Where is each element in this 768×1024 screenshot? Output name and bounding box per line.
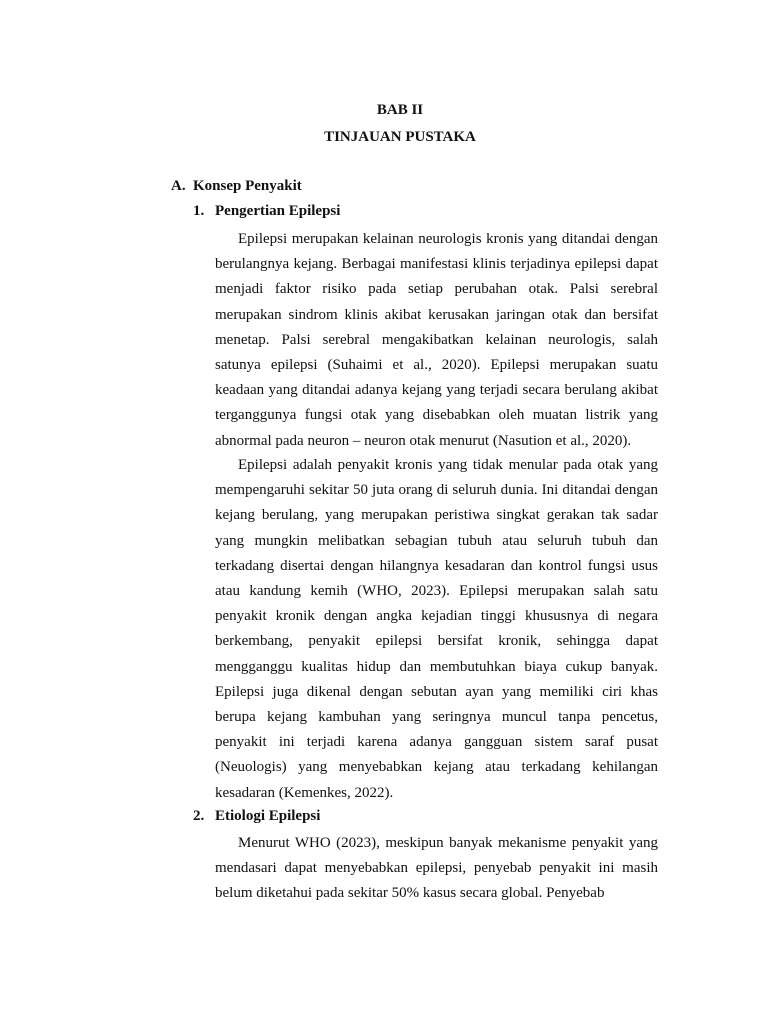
subsection-title: Etiologi Epilepsi [215,808,321,824]
subsection-marker: 2. [193,808,205,824]
chapter-number: BAB II [376,102,424,118]
section-heading-a [171,178,302,195]
subsection-title: Pengertian Epilepsi [215,203,341,219]
subsection-heading-2 [193,808,320,825]
paragraph: Epilepsi adalah penyakit kronis yang tidak menular pada otak yang mempengaruhi sekitar 50 juta orang di seluruh dunia. Ini ditandai dengan kejang berulang, yang merupakan peristiwa singkat gerakan tak sadar yang mungkin melibatkan sebagian tubuh atau seluruh tubuh dan terkadang disertai dengan hilangnya kesadaran dan kontrol fungsi usus atau kandung kemih (WHO, 2023). Epilepsi merupakan salah satu penyakit kronik dengan angka kejadian tinggi khususnya di negara berkembang, penyakit epilepsi bersifat kronik, sehingga dapat mengganggu kualitas hidup dan membutuhkan biaya cukup banyak. Epilepsi juga dikenal dengan sebutan ayan yang memiliki ciri khas berupa kejang kambuhan yang seringnya muncul tanpa pencetus, penyakit ini terjadi karena adanya gangguan sistem saraf pusat (Neuologis) yang menyebabkan kejang atau terkadang kehilangan kesadaran (Kemenkes, 2022). [215,457,658,801]
subsection-marker: 1. [193,203,205,219]
section-marker: A. [171,178,186,194]
chapter-title: TINJAUAN PUSTAKA [324,129,476,145]
section-title: Konsep Penyakit [193,178,302,194]
paragraph: Epilepsi merupakan kelainan neurologis kronis yang ditandai dengan berulangnya kejang. Berbagai manifestasi klinis terjadinya epilepsi dapat menjadi faktor risiko pada setiap perubahan otak. Palsi serebral merupakan sindrom klinis akibat kerusakan jaringan otak dan bersifat menetap. Palsi serebral mengakibatkan kelainan neurologis, salah satunya epilepsi (Suhaimi et al., 2020). Epilepsi merupakan suatu keadaan yang ditandai adanya kejang yang terjadi secara berulang akibat terganggunya fungsi otak yang disebabkan oleh muatan listrik yang abnormal pada neuron – neuron otak menurut (Nasution et al., 2020). [215,231,658,449]
subsection-heading-1 [193,203,340,220]
paragraph: Menurut WHO (2023), meskipun banyak mekanisme penyakit yang mendasari dapat menyebabkan epilepsi, penyebab penyakit ini masih belum diketahui pada sekitar 50% kasus secara global. Penyebab [215,835,658,902]
